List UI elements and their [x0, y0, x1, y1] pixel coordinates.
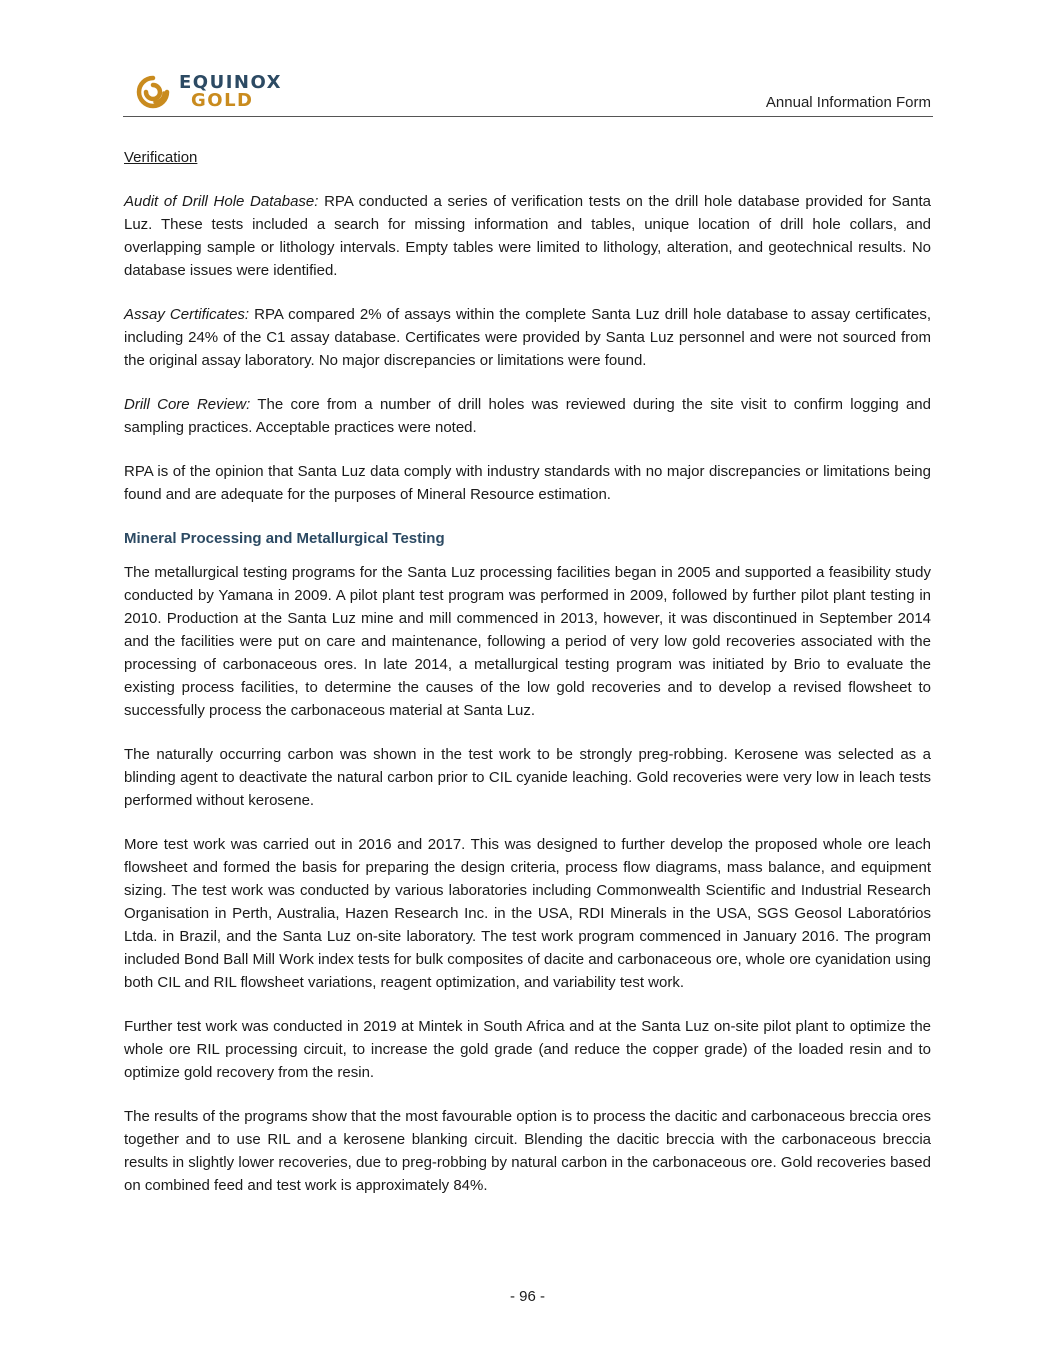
processing-paragraph-3: More test work was carried out in 2016 and 2017. This was designed to further develop the proposed whole ore leach flowsheet and formed the basis for preparing the design criteria, process flow diagrams, mass balance, and equipment sizing. The test work was conducted by various laboratories including Commonwealth Scientific and Industrial Research Organisation in Perth, Australia, Hazen Research Inc. in the USA, RDI Minerals in the USA, SGS Geosol Laboratórios Ltda. in Brazil, and the Santa Luz on-site laboratory. The test work program commenced in January 2016. The program included Bond Ball Mill Work index tests for bulk composites of dacite and carbonaceous ore, whole ore cyanidation using both CIL and RIL flowsheet variations, reagent optimization, and variability test work. [124, 836, 931, 991]
audit-paragraph [124, 190, 931, 282]
core-review-text: The core from a number of drill holes was reviewed during the site visit to confirm logging and sampling practices. Acceptable practices were noted. [124, 396, 931, 436]
page-header [123, 68, 933, 117]
verification-heading: Verification [124, 149, 198, 166]
processing-paragraph-4: Further test work was conducted in 2019 at Mintek in South Africa and at the Santa Luz on-site pilot plant to optimize the whole ore RIL processing circuit, to increase the gold grade (and reduce the copper grade) of the loaded resin and to optimize gold recovery from the resin. [124, 1018, 931, 1081]
audit-lead: Audit of Drill Hole Database: [124, 193, 319, 210]
logo-wordmark-equinox: EQUINOX [179, 72, 283, 93]
assay-text: RPA compared 2% of assays within the complete Santa Luz drill hole database to assay certificates, including 24% of the C1 assay database. Certificates were provided by Santa Luz personnel and were not sourced from the original assay laboratory. No major discrepancies or limitations were found. [124, 306, 931, 369]
audit-text: RPA conducted a series of verification tests on the drill hole database provided for Santa Luz. These tests included a search for missing information and tables, unique location of drill hole collars, and overlapping sample or lithology intervals. Empty tables were limited to lithology, alteration, and geotechnical results. No database issues were identified. [124, 193, 931, 279]
page-content [124, 146, 931, 1218]
document-title: Annual Information Form [765, 94, 931, 111]
core-review-lead: Drill Core Review: [124, 396, 251, 413]
assay-paragraph [124, 303, 931, 372]
processing-paragraph-5: The results of the programs show that the most favourable option is to process the dacitic and carbonaceous breccia ores together and to use RIL and a kerosene blanking circuit. Blending the dacitic breccia with the carbonaceous breccia results in slightly lower recoveries, due to preg-robbing by natural carbon in the carbonaceous ore. Gold recoveries based on combined feed and test work is approximately 84%. [124, 1108, 931, 1194]
processing-paragraph-1: The metallurgical testing programs for the Santa Luz processing facilities began in 2005 and supported a feasibility study conducted by Yamana in 2009. A pilot plant test program was performed in 2009, followed by further pilot plant testing in 2010. Production at the Santa Luz mine and mill commenced in 2013, however, it was discontinued in September 2014 and the facilities were put on care and maintenance, following a period of very low gold recoveries associated with the processing of carbonaceous ores. In late 2014, a metallurgical testing program was initiated by Brio to evaluate the existing process facilities, to determine the causes of the low gold recoveries and to develop a revised flowsheet to successfully process the carbonaceous material at Santa Luz. [124, 564, 931, 719]
core-review-paragraph [124, 393, 931, 439]
processing-heading: Mineral Processing and Metallurgical Testing [124, 530, 445, 547]
page-number: - 96 - [509, 1288, 545, 1305]
opinion-paragraph: RPA is of the opinion that Santa Luz data comply with industry standards with no major discrepancies or limitations being found and are adequate for the purposes of Mineral Resource estimation. [124, 463, 931, 503]
assay-lead: Assay Certificates: [124, 306, 250, 323]
processing-paragraph-2: The naturally occurring carbon was shown in the test work to be strongly preg-robbing. Kerosene was selected as a blinding agent to deactivate the natural carbon prior to CIL cyanide leaching. Gold recoveries were very low in leach tests performed without kerosene. [124, 746, 931, 809]
logo-mark-icon [133, 72, 173, 112]
logo-wordmark-gold: GOLD [191, 90, 254, 111]
company-logo [133, 70, 303, 114]
